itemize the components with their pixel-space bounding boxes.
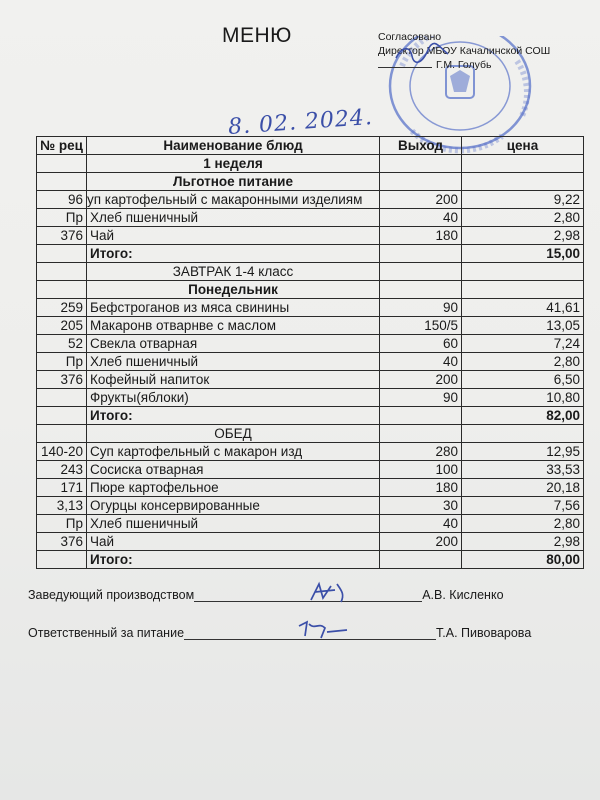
handwritten-date: 8. 02. 2024. (227, 104, 374, 141)
section-row (37, 173, 584, 191)
approval-position: Директор МБОУ Качалинской СОШ (378, 45, 551, 57)
dish-output: 60 (380, 335, 462, 353)
responsible-signature (295, 618, 351, 642)
approval-heading: Согласовано (378, 31, 442, 43)
recipe-number: 205 (37, 317, 87, 335)
manager-signature (305, 580, 355, 606)
table-row (37, 335, 584, 353)
dish-output: 180 (380, 479, 462, 497)
recipe-number: Пр (37, 353, 87, 371)
dish-name: Хлеб пшеничный (87, 515, 380, 533)
dish-price: 2,98 (462, 227, 584, 245)
table-row (37, 191, 584, 209)
dish-name: уп картофельный с макаронными изделиям (87, 191, 380, 209)
dish-price: 12,95 (462, 443, 584, 461)
table-row (37, 353, 584, 371)
manager-label: Заведующий производством (28, 588, 195, 602)
dish-output: 40 (380, 353, 462, 371)
section-obed: ОБЕД (87, 425, 380, 443)
table-row (37, 533, 584, 551)
dish-output: 40 (380, 209, 462, 227)
total-row (37, 245, 584, 263)
dish-name: Фрукты(яблоки) (87, 389, 380, 407)
dish-price: 2,80 (462, 515, 584, 533)
table-row (37, 461, 584, 479)
table-row (37, 389, 584, 407)
director-signature (392, 42, 452, 66)
section-row (37, 263, 584, 281)
table-row (37, 515, 584, 533)
table-row (37, 371, 584, 389)
dish-output: 200 (380, 533, 462, 551)
dish-name: Пюре картофельное (87, 479, 380, 497)
dish-output: 280 (380, 443, 462, 461)
dish-output: 90 (380, 389, 462, 407)
section-row (37, 425, 584, 443)
dish-name: Бефстроганов из мяса свинины (87, 299, 380, 317)
recipe-number: 171 (37, 479, 87, 497)
total-value: 80,00 (462, 551, 584, 569)
dish-output: 100 (380, 461, 462, 479)
recipe-number: 376 (37, 227, 87, 245)
dish-name: Чай (87, 533, 380, 551)
total-value: 82,00 (462, 407, 584, 425)
page-title: МЕНЮ (222, 24, 292, 47)
total-label: Итого: (87, 407, 380, 425)
dish-output: 40 (380, 515, 462, 533)
dish-output: 200 (380, 371, 462, 389)
dish-price: 2,80 (462, 209, 584, 227)
total-value: 15,00 (462, 245, 584, 263)
recipe-number (37, 389, 87, 407)
recipe-number: 96 (37, 191, 87, 209)
director-name: Г.М. Голубь (436, 59, 492, 71)
dish-output: 150/5 (380, 317, 462, 335)
dish-name: Суп картофельный с макарон изд (87, 443, 380, 461)
table-row (37, 479, 584, 497)
dish-price: 10,80 (462, 389, 584, 407)
dish-price: 13,05 (462, 317, 584, 335)
responsible-line (28, 626, 531, 640)
dish-price: 2,80 (462, 353, 584, 371)
table-row (37, 209, 584, 227)
total-row (37, 551, 584, 569)
recipe-number: 52 (37, 335, 87, 353)
section-lgotnoe: Льготное питание (87, 173, 380, 191)
recipe-number: 243 (37, 461, 87, 479)
dish-price: 20,18 (462, 479, 584, 497)
dish-name: Чай (87, 227, 380, 245)
dish-output: 90 (380, 299, 462, 317)
dish-name: Кофейный напиток (87, 371, 380, 389)
responsible-name: Т.А. Пивоварова (436, 626, 532, 640)
week-label: 1 неделя (87, 155, 380, 173)
table-row (37, 227, 584, 245)
dish-output: 30 (380, 497, 462, 515)
dish-output: 180 (380, 227, 462, 245)
dish-price: 9,22 (462, 191, 584, 209)
week-row (37, 155, 584, 173)
day-label: Понедельник (87, 281, 380, 299)
table-row (37, 299, 584, 317)
director-signature-line (378, 67, 432, 68)
table-row (37, 443, 584, 461)
dish-output: 200 (380, 191, 462, 209)
dish-name: Макаронв отварнве с маслом (87, 317, 380, 335)
total-row (37, 407, 584, 425)
total-label: Итого: (87, 245, 380, 263)
section-zavtrak: ЗАВТРАК 1-4 класс (87, 263, 380, 281)
recipe-number: Пр (37, 515, 87, 533)
column-header-recipe: № рец (37, 137, 87, 155)
recipe-number: 3,13 (37, 497, 87, 515)
day-row (37, 281, 584, 299)
recipe-number: Пр (37, 209, 87, 227)
dish-name: Сосиска отварная (87, 461, 380, 479)
dish-price: 33,53 (462, 461, 584, 479)
dish-name: Огурцы консервированные (87, 497, 380, 515)
dish-price: 7,24 (462, 335, 584, 353)
dish-name: Хлеб пшеничный (87, 209, 380, 227)
dish-name: Свекла отварная (87, 335, 380, 353)
table-row (37, 497, 584, 515)
recipe-number: 140-20 (37, 443, 87, 461)
recipe-number: 376 (37, 533, 87, 551)
dish-name: Хлеб пшеничный (87, 353, 380, 371)
recipe-number: 376 (37, 371, 87, 389)
manager-line (28, 588, 504, 602)
table-row (37, 317, 584, 335)
manager-name: А.В. Кисленко (422, 588, 504, 602)
dish-price: 6,50 (462, 371, 584, 389)
total-label: Итого: (87, 551, 380, 569)
column-header-output: Выход (380, 137, 462, 155)
menu-table (36, 136, 584, 569)
dish-price: 7,56 (462, 497, 584, 515)
table-header-row (37, 137, 584, 155)
column-header-price: цена (462, 137, 584, 155)
dish-price: 2,98 (462, 533, 584, 551)
recipe-number: 259 (37, 299, 87, 317)
column-header-dish: Наименование блюд (87, 137, 380, 155)
dish-price: 41,61 (462, 299, 584, 317)
responsible-label: Ответственный за питание (28, 626, 185, 640)
